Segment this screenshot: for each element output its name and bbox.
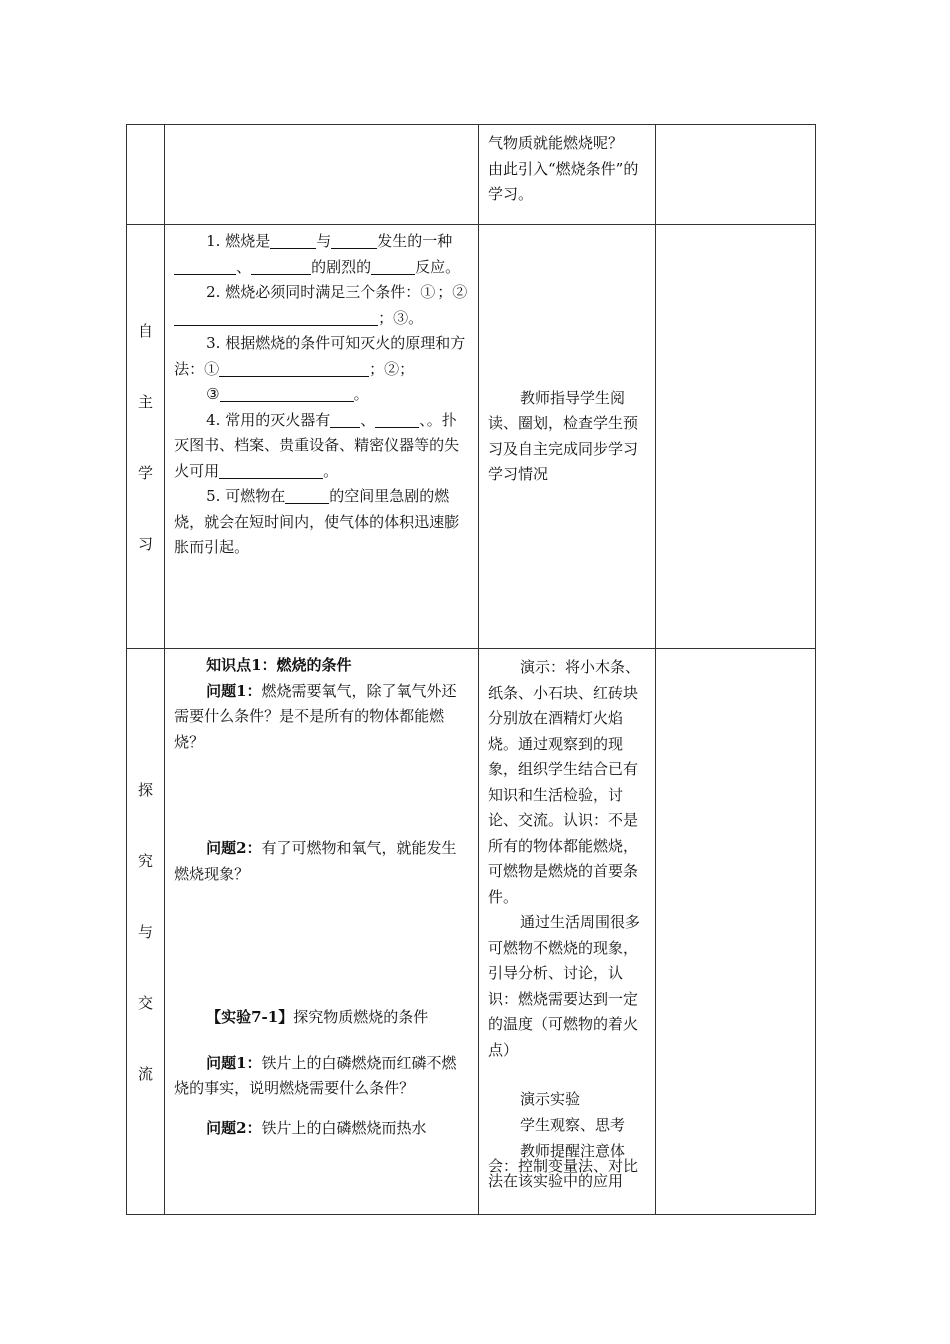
teacher-text: 学生观察、思考 bbox=[520, 1115, 626, 1134]
answer-blank[interactable] bbox=[219, 358, 369, 377]
answer-blank[interactable] bbox=[371, 256, 415, 275]
self-study-question-3-cont: ③ 。 bbox=[206, 385, 369, 403]
knowledge-point-title: 知识点1：燃烧的条件 bbox=[206, 656, 352, 674]
answer-blank[interactable] bbox=[219, 460, 323, 479]
inquiry-question: 问题2：铁片上的白磷燃烧而热水 bbox=[206, 1118, 427, 1137]
section-label-char: 探 bbox=[138, 781, 154, 799]
answer-blank[interactable] bbox=[174, 256, 236, 275]
inquiry-question: 问题1：铁片上的白磷燃烧而红磷不燃烧的事实，说明燃烧需要什么条件？ bbox=[174, 1053, 457, 1097]
student-activity-cell bbox=[165, 225, 479, 649]
teacher-text: 通过生活周围很多可燃物不燃烧的现象，引导分析、讨论，认识：燃烧需要达到一定的温度（可燃物的着火点） bbox=[488, 913, 641, 1059]
section-label-cell bbox=[127, 649, 165, 1215]
answer-blank[interactable] bbox=[251, 256, 311, 275]
answer-blank[interactable] bbox=[285, 485, 329, 504]
self-study-question-5: 5. 可燃物在 的空间里急剧的燃烧，就会在短时间内，使气体的体积迅速膨胀而引起。 bbox=[174, 487, 460, 556]
answer-blank[interactable] bbox=[331, 230, 377, 249]
teacher-text: 气物质就能燃烧呢？ bbox=[488, 134, 624, 152]
self-study-question-4: 4. 常用的灭火器有 、 、。扑灭图书、档案、贵重设备、精密仪器等的失火可用 。 bbox=[174, 410, 460, 480]
lesson-plan-table bbox=[126, 124, 816, 1215]
teacher-text: 教师指导学生阅读、圈划，检查学生预习及自主完成同步学习学习情况 bbox=[488, 388, 639, 483]
self-study-question-2: 2. 燃烧必须同时满足三个条件：① ；②；③。 bbox=[174, 280, 470, 331]
inquiry-question: 问题1：燃烧需要氧气，除了氧气外还需要什么条件？是不是所有的物体都能燃烧？ bbox=[174, 681, 457, 751]
section-label-char: 自 bbox=[138, 321, 154, 340]
answer-blank[interactable] bbox=[375, 409, 419, 428]
teacher-activity-cell bbox=[479, 649, 656, 1215]
table-row bbox=[127, 225, 816, 649]
section-label-char: 学 bbox=[138, 463, 154, 482]
notes-cell bbox=[655, 225, 815, 649]
answer-blank[interactable] bbox=[174, 307, 378, 326]
answer-blank[interactable] bbox=[270, 230, 316, 249]
section-label-cell bbox=[127, 225, 165, 649]
student-activity-cell bbox=[165, 649, 479, 1215]
table-row bbox=[127, 125, 816, 225]
section-label-char: 交 bbox=[138, 994, 154, 1012]
answer-blank[interactable] bbox=[330, 409, 360, 428]
self-study-question-3: 3. 根据燃烧的条件可知灭火的原理和方法：① ；②； bbox=[174, 334, 466, 378]
section-label-char: 究 bbox=[138, 852, 154, 870]
self-study-question-1: 1. 燃烧是 与 发生的一种、 的剧烈的 反应。 bbox=[174, 229, 470, 280]
student-activity-cell bbox=[165, 125, 479, 225]
teacher-text: 演示：将小木条、纸条、小石块、红砖块分别放在酒精灯火焰烧。通过观察到的现象，组织学生结合已有知识和生活检验，讨论、交流。认识：不是所有的物体都能燃烧，可燃物是燃烧的首要条件。 bbox=[488, 658, 641, 906]
teacher-text: 教师提醒注意体会：控制变量法、对比法在该实验中的应用 bbox=[488, 1142, 639, 1190]
inquiry-question: 问题2：有了可燃物和氧气，就能发生燃烧现象？ bbox=[174, 839, 457, 883]
teacher-activity-cell bbox=[479, 225, 656, 649]
table-row bbox=[127, 649, 816, 1215]
notes-cell bbox=[655, 649, 815, 1215]
experiment-title: 【实验7-1】探究物质燃烧的条件 bbox=[206, 1008, 429, 1026]
section-label-char: 流 bbox=[138, 1065, 154, 1083]
section-label-char: 主 bbox=[138, 392, 154, 411]
section-label-cell bbox=[127, 125, 165, 225]
answer-blank[interactable] bbox=[220, 383, 354, 402]
teacher-text: 由此引入“燃烧条件”的学习。 bbox=[488, 159, 639, 203]
teacher-activity-cell bbox=[479, 125, 656, 225]
section-label-char: 与 bbox=[138, 923, 154, 941]
section-label-char: 习 bbox=[138, 534, 154, 553]
teacher-text: 演示实验 bbox=[520, 1090, 581, 1108]
notes-cell bbox=[655, 125, 815, 225]
